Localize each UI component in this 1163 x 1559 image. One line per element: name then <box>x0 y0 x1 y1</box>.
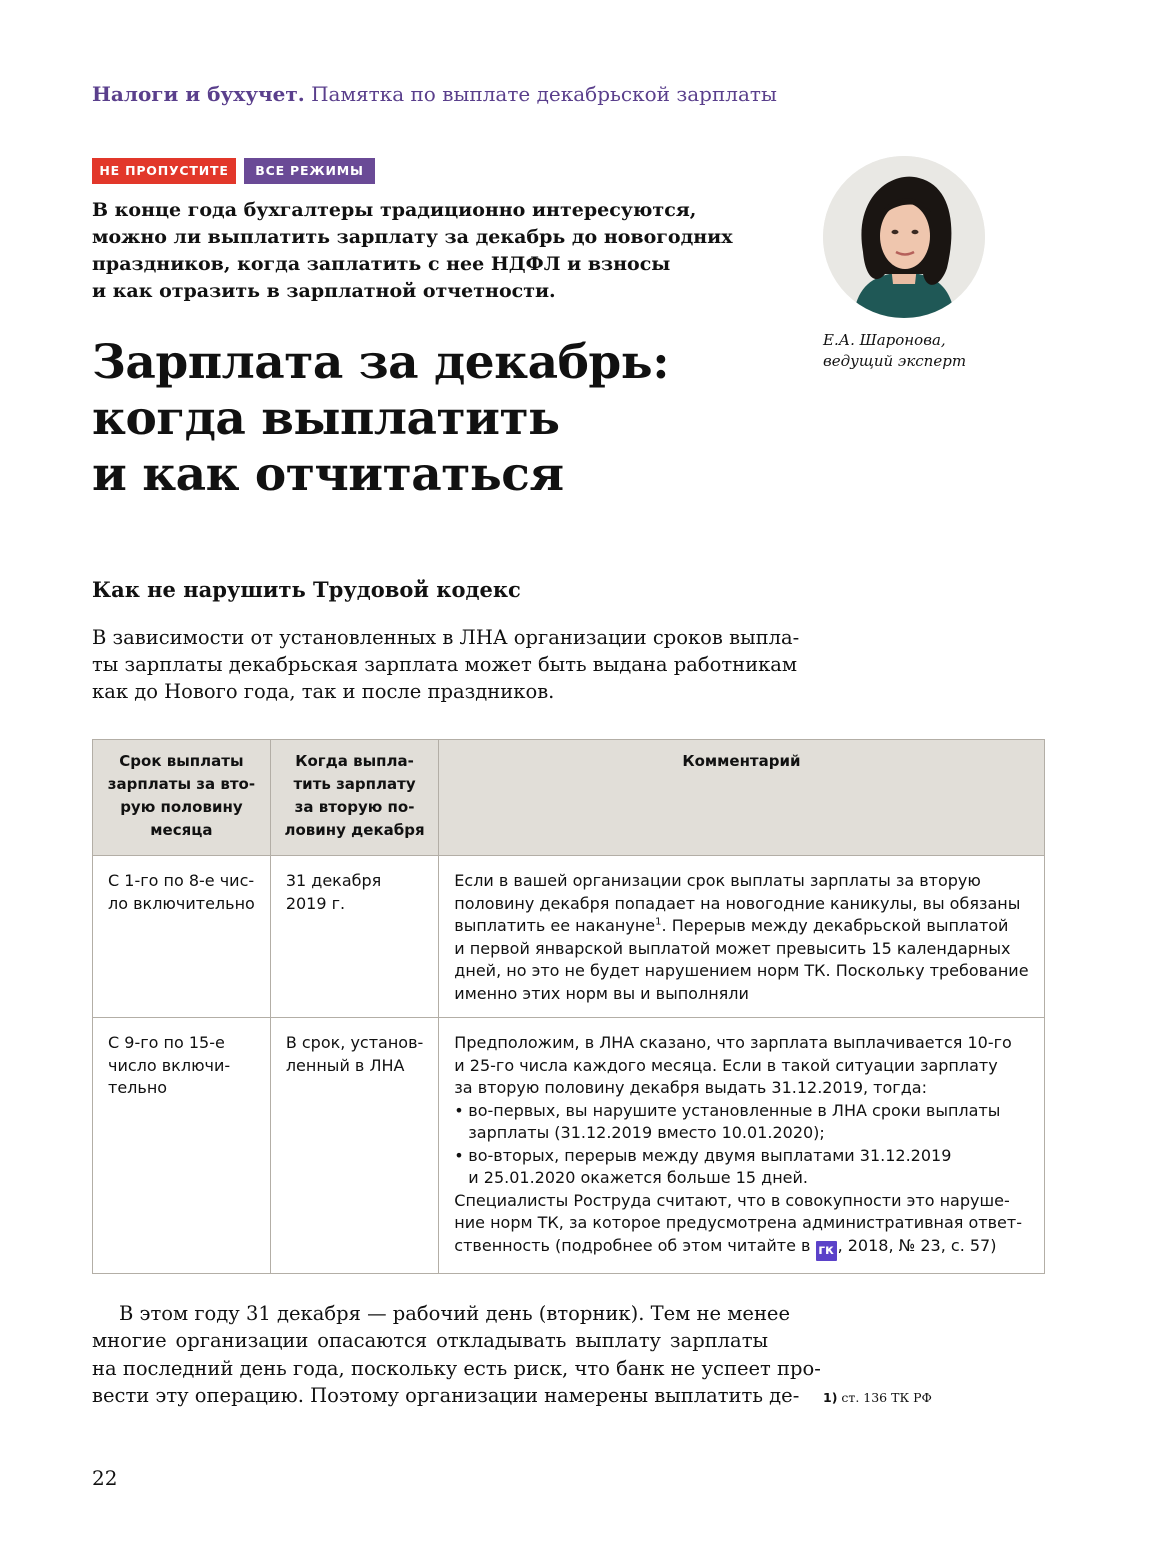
lead-line: В конце года бухгалтеры традиционно интересуются, <box>92 199 697 221</box>
header-payment-term <box>93 740 271 856</box>
header-line: за вторую по- <box>294 798 415 816</box>
author-role: ведущий эксперт <box>823 352 967 370</box>
footnote-text: ст. 136 ТК РФ <box>841 1390 932 1405</box>
lead-line: праздников, когда заплатить с нее НДФЛ и взносы <box>92 253 671 275</box>
table-row <box>93 856 1045 1018</box>
cell-line: и 25-го числа каждого месяца. Если в такой ситуации зарплату <box>454 1055 998 1075</box>
list-item <box>454 1145 1028 1168</box>
body-line: многие организации опасаются откладывать выплату зарплаты <box>92 1329 768 1353</box>
cell-when <box>270 856 438 1018</box>
header-line: тить зарплату <box>293 775 416 793</box>
header-when-to-pay <box>270 740 438 856</box>
running-header <box>92 82 777 106</box>
bullet-icon: • <box>454 1100 464 1120</box>
cell-line: Предположим, в ЛНА сказано, что зарплата выплачивается 10-го <box>454 1033 1012 1052</box>
cell-line: число включи- <box>108 1055 231 1075</box>
header-line: Когда выпла- <box>295 752 414 770</box>
header-comment <box>439 740 1044 856</box>
page-number: 22 <box>92 1466 118 1490</box>
intro-line: ты зарплаты декабрьская зарплата может быть выдана работникам <box>92 653 798 676</box>
tag-all-regimes: ВСЕ РЕЖИМЫ <box>244 158 375 184</box>
cell-line: ние норм ТК, за которое предусмотрена административная ответ- <box>454 1213 1022 1232</box>
author-portrait-illustration <box>823 156 985 318</box>
cell-line: и первой январской выплатой может превысить 15 календарных <box>454 938 1011 958</box>
footnote-number: 1) <box>823 1390 838 1405</box>
list-item-continuation: зарплаты (31.12.2019 вместо 10.01.2020); <box>468 1123 825 1142</box>
header-line: зарплаты за вто- <box>107 775 256 793</box>
header-line: ловину декабря <box>284 821 425 839</box>
cell-line: С 9-го по 15-е <box>108 1033 225 1052</box>
cell-line: 31 декабря <box>285 871 382 890</box>
cell-line <box>454 1235 1028 1261</box>
intro-line: как до Нового года, так и после праздников. <box>92 680 555 703</box>
cell-line: 2019 г. <box>285 893 346 913</box>
body-line: вести эту операцию. Поэтому организации намерены выплатить де- <box>92 1383 800 1407</box>
body-paragraph <box>92 1300 821 1409</box>
author-name: Е.А. Шаронова, <box>823 331 946 349</box>
section-heading: Как не нарушить Трудовой кодекс <box>92 577 521 602</box>
list-item <box>454 1100 1028 1123</box>
intro-line: В зависимости от установленных в ЛНА организации сроков выпла- <box>92 626 800 649</box>
header-line: рую половину <box>120 798 243 816</box>
cell-line: ло включительно <box>108 893 255 913</box>
cell-line: ленный в ЛНА <box>285 1055 405 1075</box>
cell-line: половину декабря попадает на новогодние каникулы, вы обязаны <box>454 893 1021 913</box>
cell-term <box>93 1018 271 1274</box>
lead-line: и как отразить в зарплатной отчетности. <box>92 280 556 302</box>
cell-line: В срок, установ- <box>285 1033 424 1052</box>
title-line: когда выплатить <box>92 391 560 446</box>
body-line: на последний день года, поскольку есть риск, что банк не успеет про- <box>92 1356 821 1380</box>
lead-line: можно ли выплатить зарплату за декабрь до новогодних <box>92 226 733 248</box>
cell-line: С 1-го по 8-е чис- <box>108 871 255 890</box>
tag-dont-miss: НЕ ПРОПУСТИТЕ <box>92 158 236 184</box>
table-header-row <box>93 740 1045 856</box>
article-title <box>92 335 669 503</box>
cell-line: Если в вашей организации срок выплаты зарплаты за вторую <box>454 871 981 890</box>
lead-paragraph <box>92 197 792 305</box>
cell-line: именно этих норм вы и выполняли <box>454 983 749 1003</box>
header-line: Срок выплаты <box>119 752 244 770</box>
list-item-continuation: и 25.01.2020 окажется больше 15 дней. <box>468 1168 808 1187</box>
header-line: Комментарий <box>682 752 801 770</box>
bullet-icon: • <box>454 1145 464 1165</box>
cell-term <box>93 856 271 1018</box>
intro-paragraph <box>92 624 800 705</box>
cell-line: за вторую половину декабря выдать 31.12.2019, тогда: <box>454 1078 927 1097</box>
cell-text: ственность (подробнее об этом читайте в <box>454 1235 811 1255</box>
header-subtitle: Памятка по выплате декабрьской зарплаты <box>311 82 777 106</box>
cell-line: дней, но это не будет нарушением норм ТК. Поскольку требование <box>454 961 1029 980</box>
cell-line: тельно <box>108 1078 168 1097</box>
cell-comment <box>439 856 1044 1018</box>
author-caption <box>823 330 966 372</box>
title-line: и как отчитаться <box>92 447 564 502</box>
cell-text: выплатить ее накануне <box>454 916 656 935</box>
table-row <box>93 1018 1045 1274</box>
cell-line <box>454 915 1028 938</box>
footnote-ref: 1 <box>655 916 662 928</box>
author-photo <box>823 156 985 318</box>
payment-terms-table <box>92 739 1045 1274</box>
cell-when <box>270 1018 438 1274</box>
body-line: В этом году 31 декабря — рабочий день (вторник). Тем не менее <box>119 1302 791 1325</box>
cell-text: , 2018, № 23, с. 57) <box>837 1235 997 1255</box>
cell-text: во-вторых, перерыв между двумя выплатами 31.12.2019 <box>468 1145 952 1165</box>
header-section: Налоги и бухучет. <box>92 82 305 106</box>
cell-text: во-первых, вы нарушите установленные в ЛНА сроки выплаты <box>468 1100 1001 1120</box>
title-line: Зарплата за декабрь: <box>92 335 670 390</box>
gk-journal-logo-icon: гк <box>816 1241 837 1261</box>
cell-text: . Перерыв между декабрьской выплатой <box>661 916 1009 935</box>
cell-line: Специалисты Роструда считают, что в совокупности это наруше- <box>454 1190 1010 1210</box>
cell-comment <box>439 1018 1044 1274</box>
footnote <box>823 1390 932 1405</box>
header-line: месяца <box>150 821 213 839</box>
